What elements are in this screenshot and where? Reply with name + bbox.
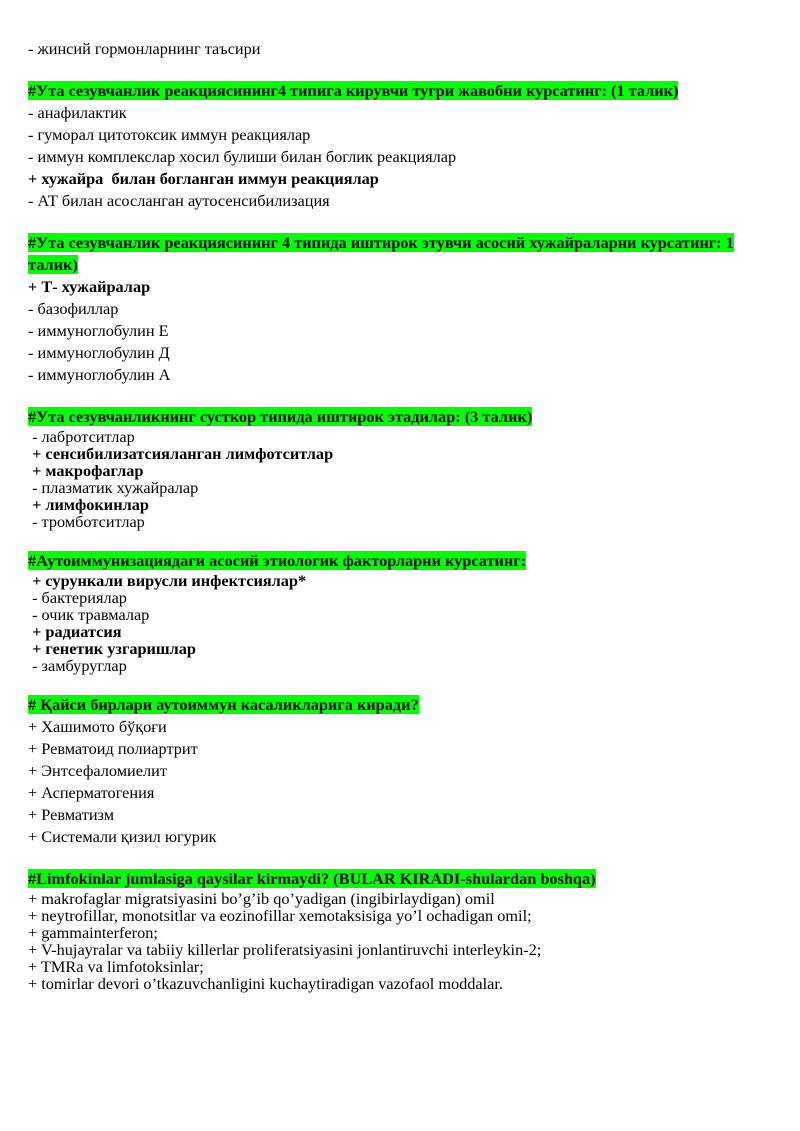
answer-option: - анафилактик — [28, 103, 127, 122]
question-block — [28, 694, 772, 848]
answer-option: - иммуноглобулин А — [28, 365, 171, 384]
question-text: #Limfokinlar jumlasiga qaysilar kirmaydi? (BULAR KIRADI-shulardan boshqa) — [28, 869, 596, 888]
answer-option: - иммуноглобулин Е — [28, 321, 169, 340]
answer-option-correct: + макрофаглар — [28, 461, 144, 480]
question-heading — [28, 406, 772, 428]
answer-option: + V-hujayralar va tabiiy killerlar proliferatsiyasini jonlantiruvchi interleykin-2; — [28, 940, 542, 959]
question-text: # Қайси бирлари аутоиммун касаликларига киради? — [28, 695, 419, 714]
answer-option-correct: + лимфокинлар — [28, 495, 149, 514]
answer-option: - базофиллар — [28, 299, 119, 318]
question-text: #Ута сезувчанлик реакциясининг 4 типида иштирок этувчи асосий хужайраларни курсатинг: 1 талик) — [28, 233, 734, 274]
answer-option: + gammainterferon; — [28, 923, 158, 942]
question-text: #Ута сезувчанликнинг сусткор типида иштирок этадилар: (3 талик) — [28, 407, 533, 426]
answer-option: - гуморал цитотоксик иммун реакциялар — [28, 125, 311, 144]
question-list — [28, 80, 772, 992]
question-text: #Ута сезувчанлик реакциясининг4 типига кирувчи тугри жавобни курсатинг: (1 талик) — [28, 81, 679, 100]
answer-option: + Ревматизм — [28, 805, 115, 824]
question-heading — [28, 232, 772, 276]
question-block — [28, 80, 772, 212]
question-block — [28, 406, 772, 530]
answer-option-correct: + сенсибилизатсияланган лимфотситлар — [28, 444, 334, 463]
answer-option: - иммун комплекслар хосил булиши билан боглик реакциялар — [28, 147, 457, 166]
question-heading — [28, 868, 772, 890]
question-block — [28, 550, 772, 674]
answer-option: + TMRa va limfotoksinlar; — [28, 957, 204, 976]
answer-option: - очик травмалар — [28, 605, 150, 624]
answer-option-correct: + сурункали вирусли инфектсиялар* — [28, 571, 307, 590]
answer-option: + Ревматоид полиартрит — [28, 739, 198, 758]
answer-option-correct: + генетик узгаришлар — [28, 639, 196, 658]
question-text: #Аутоиммунизациядаги асосий этиологик факторларни курсатинг: — [28, 551, 527, 570]
answer-option-correct: + радиатсия — [28, 622, 122, 641]
answer-option: - иммуноглобулин Д — [28, 343, 170, 362]
answer-option: - лабротситлар — [28, 427, 135, 446]
question-block — [28, 868, 772, 992]
answer-option: - замбуруглар — [28, 656, 127, 675]
question-heading — [28, 694, 772, 716]
answer-option: + Асперматогения — [28, 783, 155, 802]
answer-option: + tomirlar devori o’tkazuvchanligini kuchaytiradigan vazofaol moddalar. — [28, 974, 504, 993]
question-heading — [28, 550, 772, 572]
answer-option: + Хашимото бўқоғи — [28, 717, 167, 736]
answer-option: + neytrofillar, monotsitlar va eozinofillar xemotaksisiga yo’l ochadigan omil; — [28, 906, 532, 925]
intro-line: - жинсий гормонларнинг таъсири — [28, 39, 261, 58]
question-block — [28, 232, 772, 386]
answer-option: - АТ билан асосланган аутосенсибилизация — [28, 191, 330, 210]
answer-option: + Системали қизил югурик — [28, 827, 217, 846]
answer-option-correct: + Т- хужайралар — [28, 277, 151, 296]
answer-option: + Энтсефаломиелит — [28, 761, 167, 780]
document-page — [28, 38, 772, 992]
question-heading — [28, 80, 772, 102]
answer-option-correct: + хужайра билан богланган иммун реакциялар — [28, 169, 379, 188]
answer-option: + makrofaglar migratsiyasini bo’g’ib qo’yadigan (ingibirlaydigan) omil — [28, 889, 495, 908]
answer-option: - тромботситлар — [28, 512, 145, 531]
answer-option: - бактериялар — [28, 588, 127, 607]
answer-option: - плазматик хужайралар — [28, 478, 199, 497]
